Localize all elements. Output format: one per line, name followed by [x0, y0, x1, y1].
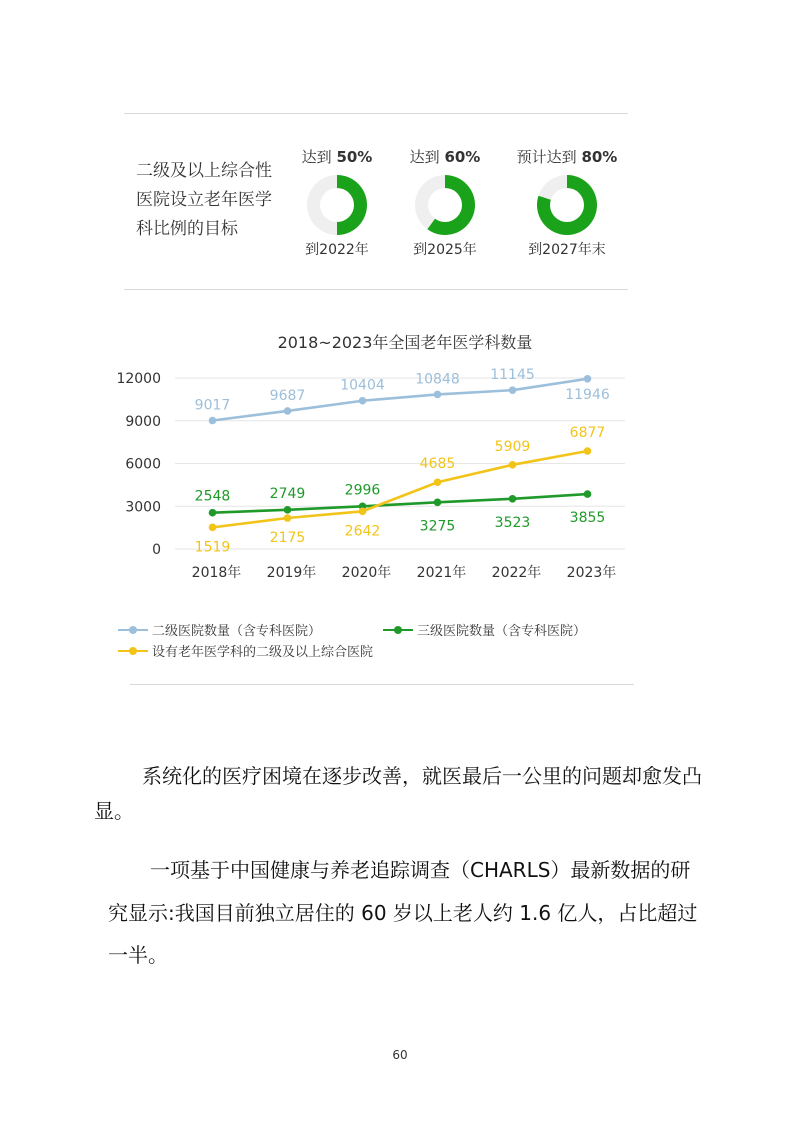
legend-item	[383, 620, 586, 639]
paragraph-2-line-2: 究显示:我国目前独立居住的 60 岁以上老人约 1.6 亿人，占比超过	[108, 901, 698, 925]
data-point	[434, 478, 442, 486]
x-tick-label: 2018年	[191, 565, 242, 581]
data-label: 4685	[419, 456, 456, 473]
legend-label: 三级医院数量（含专科医院）	[417, 624, 587, 639]
donut-hole	[320, 188, 354, 222]
bottom-divider	[130, 684, 634, 685]
y-tick-label: 6000	[125, 456, 161, 473]
series-2	[195, 425, 606, 555]
data-label: 2749	[269, 485, 306, 502]
y-tick-label: 0	[152, 542, 161, 558]
data-point	[434, 499, 442, 507]
donut-top-label: 达到 50%	[301, 148, 373, 166]
x-tick-label: 2019年	[266, 565, 317, 581]
line-chart	[110, 322, 650, 592]
donut-percent: 80%	[581, 148, 618, 166]
donut-hole	[550, 188, 584, 222]
legend-label: 二级医院数量（含专科医院）	[152, 624, 322, 639]
data-point	[284, 407, 292, 415]
donut-2027	[497, 146, 637, 260]
donut-intro-line: 医院设立老年医学	[136, 190, 272, 210]
paragraph-2-line-1: 一项基于中国健康与养老追踪调查（CHARLS）最新数据的研	[150, 858, 691, 882]
data-point	[284, 506, 292, 514]
data-label: 11946	[565, 386, 610, 403]
donut-bottom-label: 到2027年末	[528, 242, 606, 258]
data-point	[209, 417, 217, 425]
donut-ring	[414, 174, 476, 236]
donut-2025	[375, 146, 515, 260]
x-tick-label: 2023年	[566, 565, 617, 581]
y-tick-label: 3000	[125, 499, 161, 516]
data-point	[434, 391, 442, 399]
data-point	[584, 375, 592, 383]
x-tick-label: 2021年	[416, 565, 467, 581]
data-point	[284, 514, 292, 522]
data-label: 2175	[269, 530, 306, 547]
data-point	[359, 508, 367, 516]
x-tick-label: 2022年	[491, 565, 542, 581]
data-label: 1519	[194, 539, 231, 556]
donut-intro	[136, 157, 286, 244]
data-label: 6877	[569, 425, 606, 442]
page-number: 60	[392, 1048, 408, 1062]
legend-item	[118, 641, 373, 660]
donut-ring	[536, 174, 598, 236]
data-point	[359, 397, 367, 405]
data-point	[509, 461, 517, 469]
donut-intro-line: 科比例的目标	[136, 219, 238, 239]
data-label: 10848	[415, 371, 460, 388]
legend-swatch	[118, 624, 148, 636]
legend-swatch	[118, 645, 148, 657]
series-0	[195, 367, 610, 424]
data-point	[584, 490, 592, 498]
donut-intro-line: 二级及以上综合性	[136, 161, 272, 181]
y-tick-label: 12000	[116, 371, 161, 387]
chart-title: 2018~2023年全国老年医学科数量	[277, 333, 533, 352]
data-point	[209, 524, 217, 532]
data-point	[509, 386, 517, 394]
legend-swatch	[383, 624, 413, 636]
data-label: 9687	[269, 387, 306, 404]
top-divider	[124, 113, 628, 114]
data-label: 10404	[340, 377, 385, 394]
legend-label: 设有老年医学科的二级及以上综合医院	[152, 645, 374, 660]
data-label: 5909	[494, 438, 531, 455]
paragraph-2-line-3: 一半。	[108, 943, 168, 967]
series-1	[195, 482, 606, 534]
data-label: 3275	[419, 518, 456, 535]
paragraph-1-line-1: 系统化的医疗困境在逐步改善，就医最后一公里的问题却愈发凸	[142, 764, 702, 788]
middle-divider	[124, 289, 628, 290]
data-label: 3523	[494, 514, 531, 531]
paragraph-1-line-2: 显。	[94, 799, 134, 823]
data-label: 2642	[344, 523, 381, 540]
data-label: 2996	[344, 482, 381, 499]
donut-ring	[306, 174, 368, 236]
donut-top-label: 达到 60%	[409, 148, 481, 166]
data-point	[209, 509, 217, 517]
y-tick-label: 9000	[125, 413, 161, 430]
x-tick-label: 2020年	[341, 565, 392, 581]
data-point	[509, 495, 517, 503]
donut-top-label: 预计达到 80%	[516, 148, 618, 166]
data-label: 3855	[569, 510, 606, 527]
data-label: 2548	[194, 488, 231, 505]
donut-hole	[428, 188, 462, 222]
data-point	[584, 447, 592, 455]
donut-bottom-label: 到2025年	[413, 242, 477, 258]
donut-percent: 50%	[336, 148, 373, 166]
data-label: 9017	[194, 397, 231, 414]
legend-item	[118, 620, 321, 639]
data-label: 11145	[490, 367, 535, 384]
donut-bottom-label: 到2022年	[305, 242, 369, 258]
donut-percent: 60%	[444, 148, 481, 166]
